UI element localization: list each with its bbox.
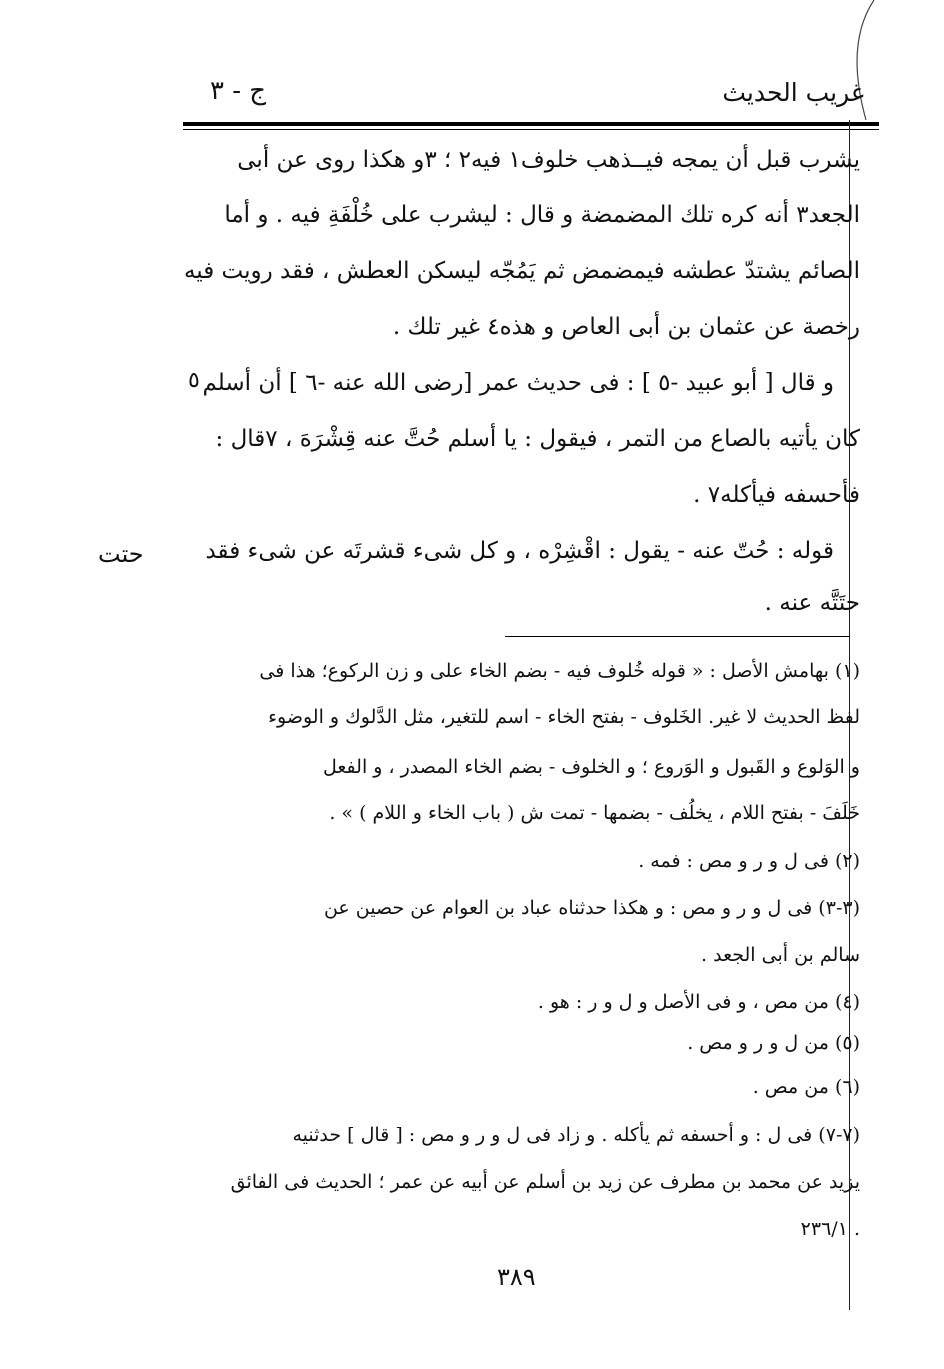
- body-line: قوله : حُتّ عنه - يقول : اقْشِرْه ، و كل شىء قشرتَه عن شىء فقد: [205, 538, 834, 564]
- footnote-line: . ٢٣٦/١: [800, 1218, 860, 1240]
- page-number: ٣٨٩: [497, 1263, 536, 1291]
- footnote-line: (٥) من ل و ر و مص .: [687, 1032, 860, 1054]
- footnote-line: (٧-٧) فى ل : و أحسفه ثم يأكله . و زاد فى ل و ر و مص : [ قال ] حدثنيه: [292, 1124, 860, 1146]
- body-line: كان يأتيه بالصاع من التمر ، فيقول : يا أسلم حُتَّ عنه قِشْرَهَ ، ٧قال :: [215, 426, 860, 452]
- volume-label: ج - ٣: [210, 76, 267, 106]
- footnote-line: (٣-٣) فى ل و ر و مص : و هكذا حدثناه عباد بن العوام عن حصين عن: [323, 897, 860, 919]
- header-rule-thin: [183, 129, 879, 130]
- footnote-line: سالم بن أبى الجعد .: [701, 944, 860, 966]
- body-line: الجعد٣ أنه كره تلك المضمضة و قال : ليشرب على خُلْفَةِ فيه . و أما: [224, 202, 860, 228]
- header-rule-thick: [183, 122, 879, 126]
- margin-keyword: حتت: [98, 540, 144, 568]
- footnote-line: (١) بهامش الأصل : « قوله خُلوف فيه - بضم الخاء على و زن الركوع؛ هذا فى: [259, 660, 860, 682]
- footnote-line: (٤) من مص ، و فى الأصل و ل و ر : هو .: [537, 991, 860, 1013]
- body-line: حتَتَّه عنه .: [764, 590, 860, 616]
- footnote-line: خَلَفَ - بفتح اللام ، يخلُف - بضمها - تمت ش ( باب الخاء و اللام ) » .: [329, 802, 860, 824]
- footnote-line: (٢) فى ل و ر و مص : فمه .: [638, 850, 860, 872]
- body-line: يشرب قبل أن يمجه فيــذهب خلوف١ فيه٢ ؛ ٣و هكذا روى عن أبى: [237, 147, 860, 173]
- body-line: رخصة عن عثمان بن أبى العاص و هذه٤ غير تلك .: [392, 314, 860, 340]
- body-line: فأحسفه فيأكله٧ .: [693, 482, 860, 508]
- line-number: ٥: [188, 368, 200, 393]
- body-line: الصائم يشتدّ عطشه فيمضمض ثم يَمُجّه ليسكن العطش ، فقد رويت فيه: [183, 258, 860, 284]
- footnote-line: و الوَلوع و القَبول و الوَروع ؛ و الخلوف - بضم الخاء المصدر ، و الفعل: [322, 756, 860, 778]
- body-line: و قال [ أبو عبيد -٥ ] : فى حديث عمر [رضى الله عنه -٦ ] أن أسلم: [202, 370, 834, 396]
- footnote-line: (٦) من مص .: [752, 1076, 860, 1098]
- footnote-separator: [505, 636, 849, 637]
- running-title: غريب الحديث: [722, 78, 864, 107]
- footnote-line: يزيد عن محمد بن مطرف عن زيد بن أسلم عن أبيه عن عمر ؛ الحديث فى الفائق: [230, 1171, 860, 1193]
- footnote-line: لفظ الحديث لا غير. الخَلوف - بفتح الخاء - اسم للتغير، مثل الدَّلوك و الوضوء: [268, 706, 860, 728]
